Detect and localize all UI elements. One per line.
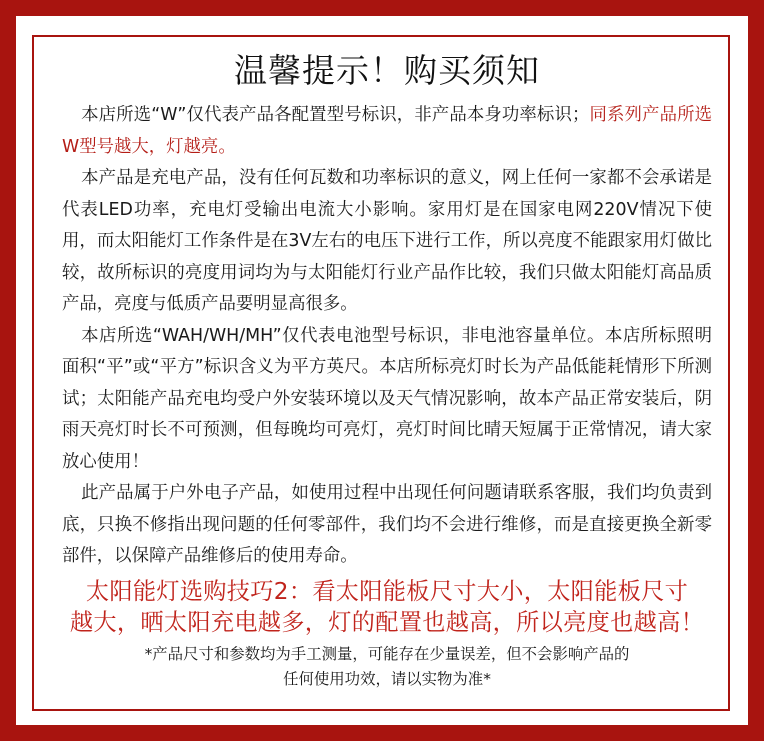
paragraph-model-label-text: 本店所选“W”仅代表产品各配置型号标识，非产品本身功率标识； (81, 105, 590, 125)
paragraph-after-sales: 此产品属于户外电子产品，如使用过程中出现任何问题请联系客服，我们均负责到底，只换不修指出现问题的任何零部件，我们均不会进行维修，而是直接更换全新零部件，以保障产品维修后的使用寿命。 (62, 483, 712, 566)
paragraph-model-label (62, 100, 712, 163)
notice-content (62, 48, 712, 692)
buying-tip-line-1: 太阳能灯选购技巧2：看太阳能板尺寸大小，太阳能板尺寸 (85, 577, 689, 605)
measurement-note-line-2: 任何使用功效，请以实物为准* (283, 669, 491, 688)
buying-tip (48, 576, 726, 638)
paragraph-model-label-highlight: 同系列产品所选W型号越大，灯越亮。 (62, 105, 712, 157)
page-title: 温馨提示！购买须知 (234, 51, 540, 90)
paragraph-battery-label: 本店所选“WAH/WH/MH”仅代表电池型号标识，非电池容量单位。本店所标照明面积“平”或“平方”标识含义为平方英尺。本店所标亮灯时长为产品低能耗情形下所测试；太阳能产品充电均受户外安装环境以及天气情况影响，故本产品正常安装后，阴雨天亮灯时长不可预测，但每晚均可亮灯，亮灯时间比晴天短属于正常情况，请大家放心使用！ (62, 325, 712, 472)
paragraph-charging-product: 本产品是充电产品，没有任何瓦数和功率标识的意义，网上任何一家都不会承诺是代表LED功率，充电灯受输出电流大小影响。家用灯是在国家电网220V情况下使用，而太阳能灯工作条件是在3V左右的电压下进行工作，所以亮度不能跟家用灯做比较，故所标识的亮度用词均为与太阳能灯行业产品作比较，我们只做太阳能灯高品质产品，亮度与低质产品要明显高很多。 (62, 168, 712, 314)
measurement-note (62, 642, 712, 692)
buying-tip-line-2: 越大，晒太阳充电越多，灯的配置也越高，所以亮度也越高！ (69, 608, 705, 636)
measurement-note-line-1: *产品尺寸和参数均为手工测量，可能存在少量误差，但不会影响产品的 (144, 644, 630, 663)
